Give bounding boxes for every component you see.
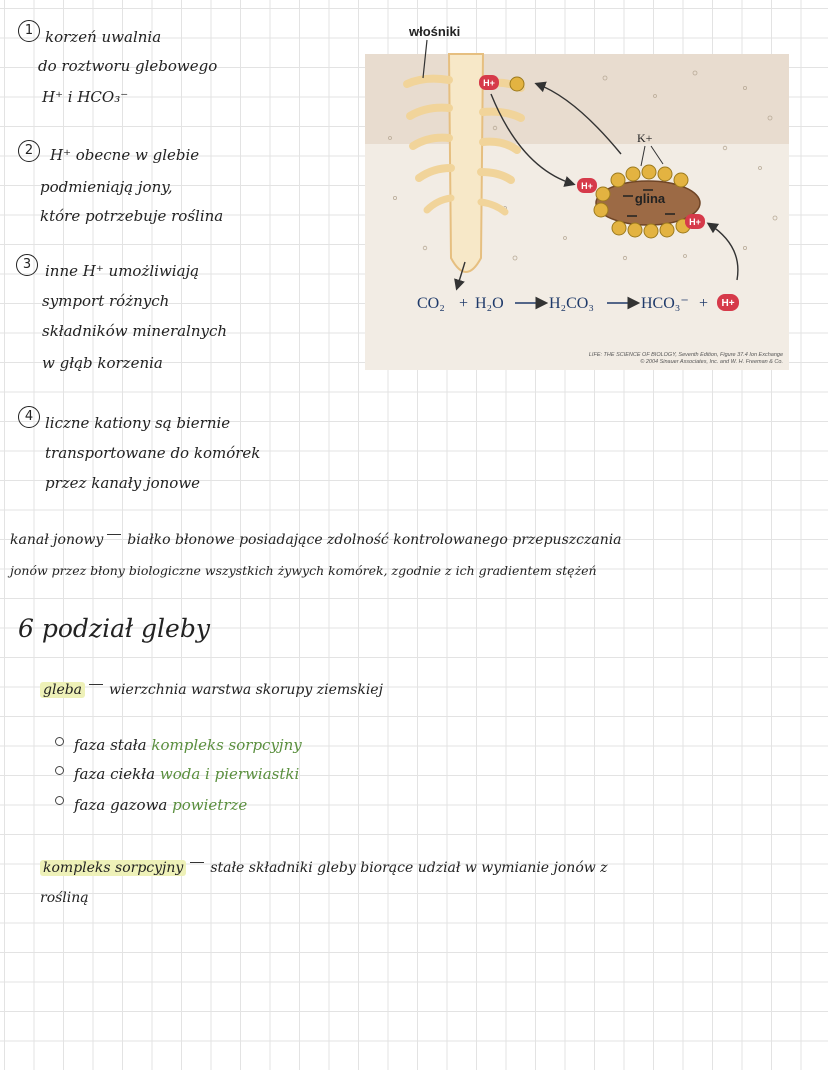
step-4-line-3: przez kanały jonowe [45, 474, 201, 492]
equation [417, 295, 708, 312]
soil-text: wierzchnia warstwa skorupy ziemskiej [109, 682, 383, 698]
phase-item-3 [74, 796, 247, 814]
step-number-2: 2 [18, 140, 40, 162]
root-cation [510, 77, 524, 91]
phase-item-2 [74, 765, 299, 783]
phase-bullet-3 [55, 796, 64, 805]
kplus-label: K+ [637, 131, 653, 145]
phase-value-3: powietrze [172, 796, 248, 814]
channel-text-1: białko błonowe posiadające zdolność kontrolowanego przepuszczania [127, 532, 622, 548]
phase-bullet-1 [55, 737, 64, 746]
step-1-line-2: do roztworu glebowego [38, 57, 218, 75]
clay-label: glina [634, 191, 666, 206]
sorption-term: kompleks sorpcyjny [40, 860, 186, 876]
step-number-3: 3 [16, 254, 38, 276]
phase-value-1: kompleks sorpcyjny [151, 736, 302, 754]
phase-bullet-2 [55, 766, 64, 775]
clay-hplus-right-text: H+ [689, 217, 701, 227]
phase-label-2: faza ciekła [74, 765, 156, 783]
root-hair-label: włośniki [409, 24, 461, 39]
channel-definition-line-2: jonów przez błony biologiczne wszystkich żywych komórek, zgodnie z ich gradientem stężeń [10, 563, 597, 578]
section-title: 6 podział gleby [18, 614, 210, 643]
step-2-line-3: które potrzebuje roślina [40, 207, 224, 225]
eq-plus-2: + [699, 295, 709, 312]
step-3-line-2: symport różnych [42, 292, 170, 310]
phase-item-1 [74, 736, 302, 754]
sorption-text-1: stałe składniki gleby biorące udział w wymianie jonów z [210, 860, 608, 876]
eq-hco3: HCO₃⁻ [641, 295, 689, 312]
step-4-line-2: transportowane do komórek [45, 444, 261, 462]
step-number-1: 1 [18, 20, 40, 42]
figure-credit [589, 352, 783, 366]
sorption-definition-line-2: rośliną [40, 890, 89, 906]
soil-definition [40, 682, 383, 698]
credit-line-1: LIFE: THE SCIENCE OF BIOLOGY, Seventh Edition, Figure 37.4 Ion Exchange [588, 352, 783, 358]
eq-h2co3: H₂CO₃ [549, 295, 594, 312]
phase-label-1: faza stała [74, 736, 147, 754]
step-3-line-1: inne H⁺ umożliwiają [45, 262, 200, 280]
root-hplus-text: H+ [483, 78, 495, 88]
step-number-4: 4 [18, 406, 40, 428]
channel-definition-line-1 [10, 532, 622, 548]
eq-hplus-text: H+ [721, 298, 735, 309]
eq-h2o: H₂O [475, 295, 504, 312]
credit-line-2: © 2004 Sinauer Associates, Inc. and W. H. Freeman & Co. [640, 359, 783, 365]
step-4-line-1: liczne kationy są biernie [45, 414, 231, 432]
step-3-line-3: składników mineralnych [42, 322, 228, 340]
eq-plus-1: + [459, 295, 469, 312]
step-1-line-3: H⁺ i HCO₃⁻ [42, 88, 129, 106]
step-3-line-4: w głąb korzenia [42, 354, 163, 372]
soil-upper-band [365, 54, 789, 144]
ion-exchange-figure [365, 18, 789, 370]
phase-label-3: faza gazowa [74, 796, 168, 814]
sorption-dash [190, 862, 204, 863]
sorption-definition-line-1 [40, 860, 608, 876]
clay-hplus-left-text: H+ [581, 181, 593, 191]
phase-value-2: woda i pierwiastki [159, 765, 300, 783]
definition-dash [107, 534, 121, 535]
soil-dash [89, 684, 103, 685]
ion-exchange-diagram [365, 18, 789, 370]
eq-co2: CO₂ [417, 295, 445, 312]
step-2-line-2: podmieniają jony, [40, 178, 173, 196]
channel-term: kanał jonowy [10, 532, 104, 548]
step-1-line-1: korzeń uwalnia [45, 28, 162, 46]
step-2-line-1: H⁺ obecne w glebie [50, 146, 200, 164]
soil-term: gleba [40, 682, 85, 698]
